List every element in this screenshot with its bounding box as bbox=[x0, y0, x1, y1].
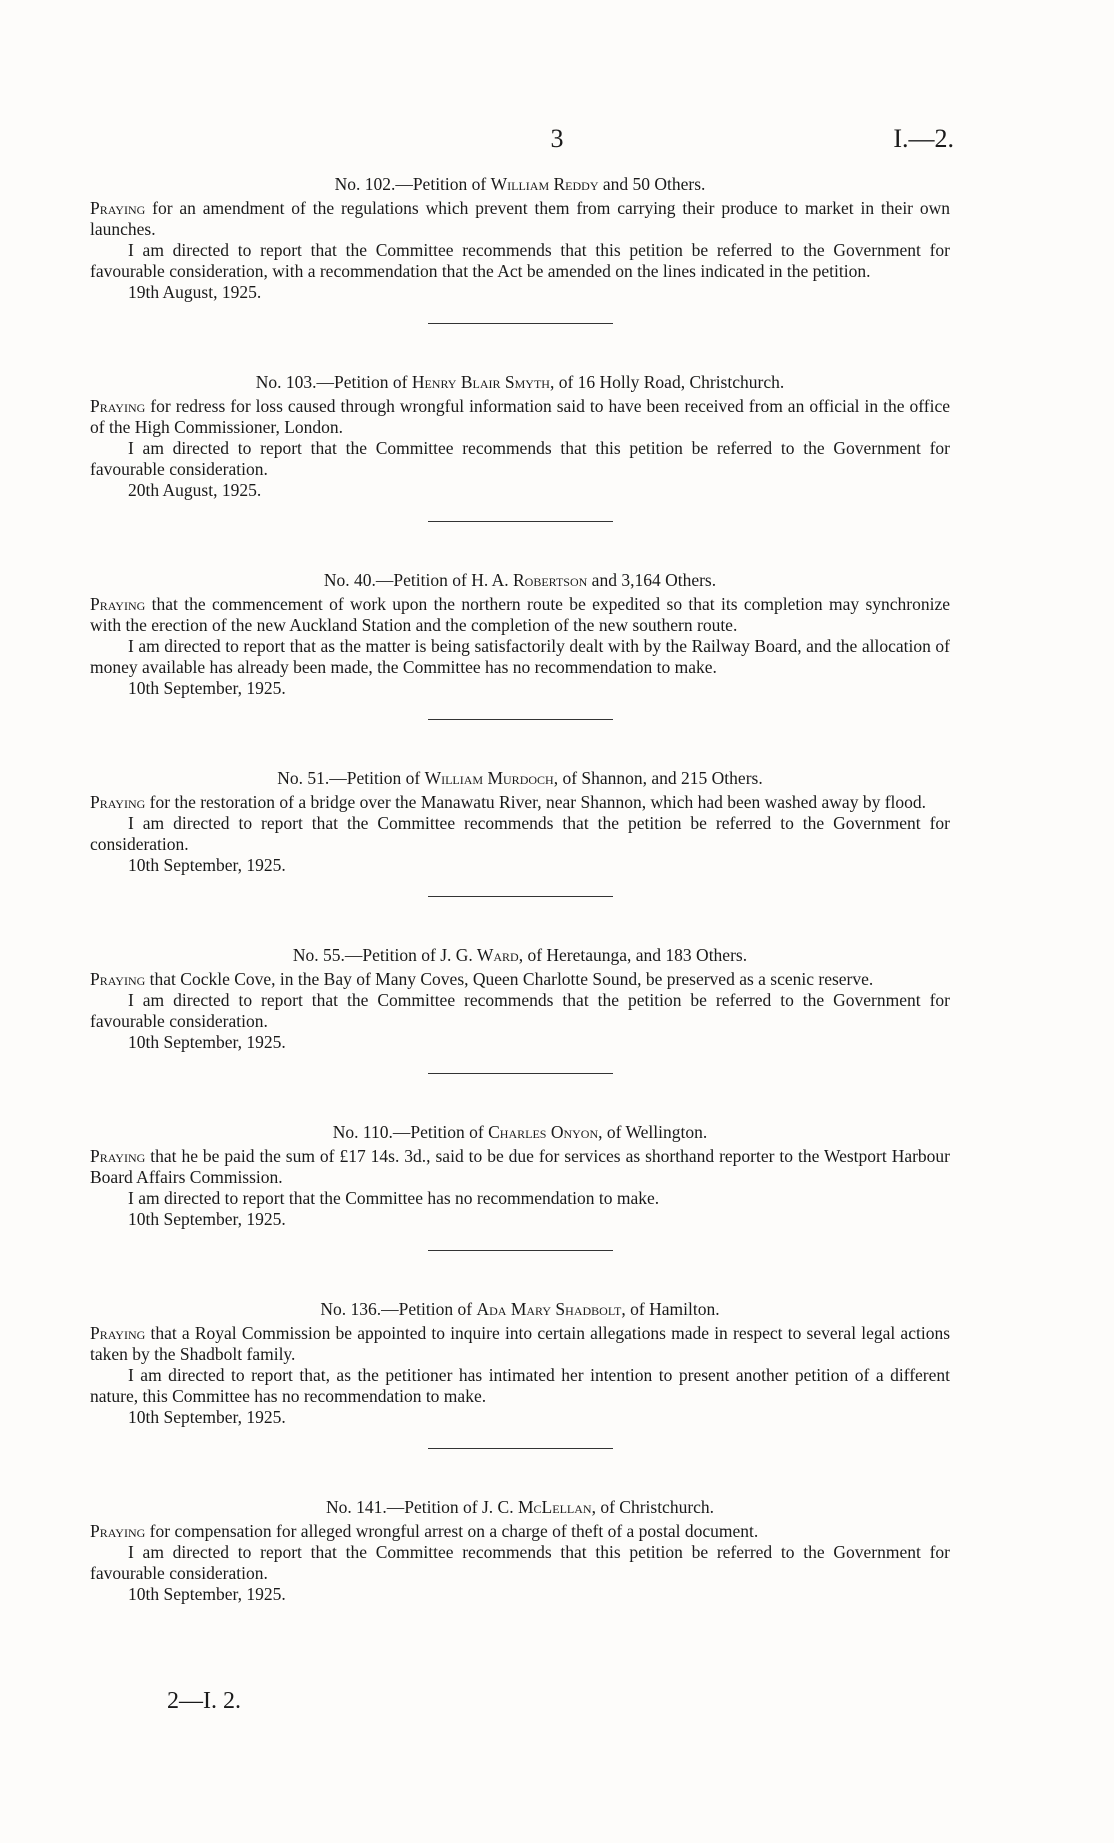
petition-number: No. 103.—Petition of bbox=[255, 372, 408, 392]
petition-title bbox=[90, 570, 950, 591]
petitioner-name: H. A. Robertson bbox=[471, 570, 588, 590]
petition-title bbox=[90, 1299, 950, 1320]
petition-prayer bbox=[90, 792, 950, 813]
report-date: 10th September, 1925. bbox=[128, 1209, 286, 1229]
petition-entry bbox=[90, 174, 950, 324]
report-date: 10th September, 1925. bbox=[128, 1407, 286, 1427]
petition-prayer bbox=[90, 969, 950, 990]
petition-title bbox=[90, 945, 950, 966]
report-date: 10th September, 1925. bbox=[128, 855, 286, 875]
committee-report: I am directed to report that as the matter is being satisfactorily dealt with by the Railway Board, and the allocation of money available has already been made, the Committee has no recommendation to make. bbox=[90, 636, 950, 677]
petition-title bbox=[90, 372, 950, 393]
praying-word: Praying bbox=[90, 1146, 146, 1166]
petition-entry bbox=[90, 372, 950, 522]
document-reference: I.—2. bbox=[893, 124, 954, 153]
petition-prayer bbox=[90, 1521, 950, 1542]
petitioner-name: Ada Mary Shadbolt bbox=[476, 1299, 622, 1319]
committee-report: I am directed to report that the Committee has no recommendation to make. bbox=[128, 1188, 660, 1208]
petition-title bbox=[90, 174, 950, 195]
petition-number: No. 40.—Petition of bbox=[323, 570, 467, 590]
petition-title-rest: , of Shannon, and 215 Others. bbox=[553, 768, 763, 788]
prayer-text: for the restoration of a bridge over the Manawatu River, near Shannon, which had been washed away by flood. bbox=[149, 792, 927, 812]
petition-number: No. 102.—Petition of bbox=[334, 174, 487, 194]
petition-entry bbox=[90, 570, 950, 720]
petition-number: No. 141.—Petition of bbox=[325, 1497, 478, 1517]
petition-entry bbox=[90, 768, 950, 897]
report-date: 10th September, 1925. bbox=[128, 678, 286, 698]
petition-title-rest: , of Christchurch. bbox=[591, 1497, 715, 1517]
page-number: 3 bbox=[550, 124, 564, 153]
petitioner-name: J. G. Ward bbox=[440, 945, 519, 965]
report-date: 19th August, 1925. bbox=[128, 282, 262, 302]
committee-report: I am directed to report that, as the petitioner has intimated her intention to present another petition of a different nature, this Committee has no recommendation to make. bbox=[90, 1365, 950, 1406]
praying-word: Praying bbox=[90, 396, 146, 416]
petition-entry bbox=[90, 1299, 950, 1449]
prayer-text: that he be paid the sum of £17 14s. 3d., said to be due for services as shorthand reporter to the Westport Harbour Board Affairs Commission. bbox=[90, 1146, 950, 1187]
prayer-text: for an amendment of the regulations which prevent them from carrying their produce to market in their own launches. bbox=[90, 198, 950, 239]
praying-word: Praying bbox=[90, 969, 146, 989]
petitioner-name: Henry Blair Smyth bbox=[411, 372, 550, 392]
praying-word: Praying bbox=[90, 1521, 146, 1541]
petition-number: No. 55.—Petition of bbox=[292, 945, 436, 965]
prayer-text: for compensation for alleged wrongful arrest on a charge of theft of a postal document. bbox=[149, 1521, 759, 1541]
petitioner-name: William Murdoch bbox=[424, 768, 554, 788]
petition-prayer bbox=[90, 396, 950, 438]
petition-prayer bbox=[90, 1146, 950, 1188]
petition-prayer bbox=[90, 1323, 950, 1365]
committee-report: I am directed to report that the Committee recommends that this petition be referred to the Government for favourable consideration. bbox=[90, 1542, 950, 1583]
report-date: 10th September, 1925. bbox=[128, 1584, 286, 1604]
committee-report: I am directed to report that the Committee recommends that the petition be referred to the Government for consideration. bbox=[90, 813, 950, 854]
praying-word: Praying bbox=[90, 1323, 146, 1343]
petition-number: No. 110.—Petition of bbox=[332, 1122, 484, 1142]
report-date: 10th September, 1925. bbox=[128, 1032, 286, 1052]
petition-number: No. 136.—Petition of bbox=[320, 1299, 473, 1319]
petition-title bbox=[90, 1122, 950, 1143]
petitioner-name: William Reddy bbox=[490, 174, 599, 194]
prayer-text: for redress for loss caused through wrongful information said to have been received from an official in the office of the High Commissioner, London. bbox=[90, 396, 950, 437]
petition-prayer bbox=[90, 198, 950, 240]
praying-word: Praying bbox=[90, 198, 146, 218]
petition-title bbox=[90, 768, 950, 789]
committee-report: I am directed to report that the Committee recommends that this petition be referred to the Government for favourable consideration. bbox=[90, 438, 950, 479]
prayer-text: that Cockle Cove, in the Bay of Many Coves, Queen Charlotte Sound, be preserved as a scenic reserve. bbox=[149, 969, 874, 989]
petitioner-name: J. C. McLellan bbox=[482, 1497, 592, 1517]
committee-report: I am directed to report that the Committee recommends that this petition be referred to the Government for favourable consideration, with a recommendation that the Act be amended on the lines indicated in the petition. bbox=[90, 240, 950, 281]
petition-title-rest: , of Heretaunga, and 183 Others. bbox=[518, 945, 748, 965]
petition-title-rest: and 3,164 Others. bbox=[591, 570, 717, 590]
prayer-text: that a Royal Commission be appointed to inquire into certain allegations made in respect to several legal actions taken by the Shadbolt family. bbox=[90, 1323, 951, 1364]
petition-title-rest: , of 16 Holly Road, Christchurch. bbox=[549, 372, 785, 392]
petition-title-rest: and 50 Others. bbox=[602, 174, 706, 194]
committee-report: I am directed to report that the Committee recommends that the petition be referred to the Government for favourable consideration. bbox=[90, 990, 950, 1031]
petition-title-rest: , of Wellington. bbox=[598, 1122, 708, 1142]
praying-word: Praying bbox=[90, 792, 146, 812]
petition-list bbox=[90, 174, 950, 1605]
petition-title-rest: , of Hamilton. bbox=[621, 1299, 720, 1319]
prayer-text: that the commencement of work upon the northern route be expedited so that its completion may synchronize with the erection of the new Auckland Station and the completion of the new southern route. bbox=[90, 594, 950, 635]
petition-entry bbox=[90, 1122, 950, 1251]
signature-mark: 2—I. 2. bbox=[167, 1688, 241, 1714]
report-date: 20th August, 1925. bbox=[128, 480, 262, 500]
petition-entry bbox=[90, 1497, 950, 1605]
petition-title bbox=[90, 1497, 950, 1518]
petition-number: No. 51.—Petition of bbox=[277, 768, 421, 788]
petitioner-name: Charles Onyon bbox=[488, 1122, 599, 1142]
petition-entry bbox=[90, 945, 950, 1074]
praying-word: Praying bbox=[90, 594, 146, 614]
petition-prayer bbox=[90, 594, 950, 636]
